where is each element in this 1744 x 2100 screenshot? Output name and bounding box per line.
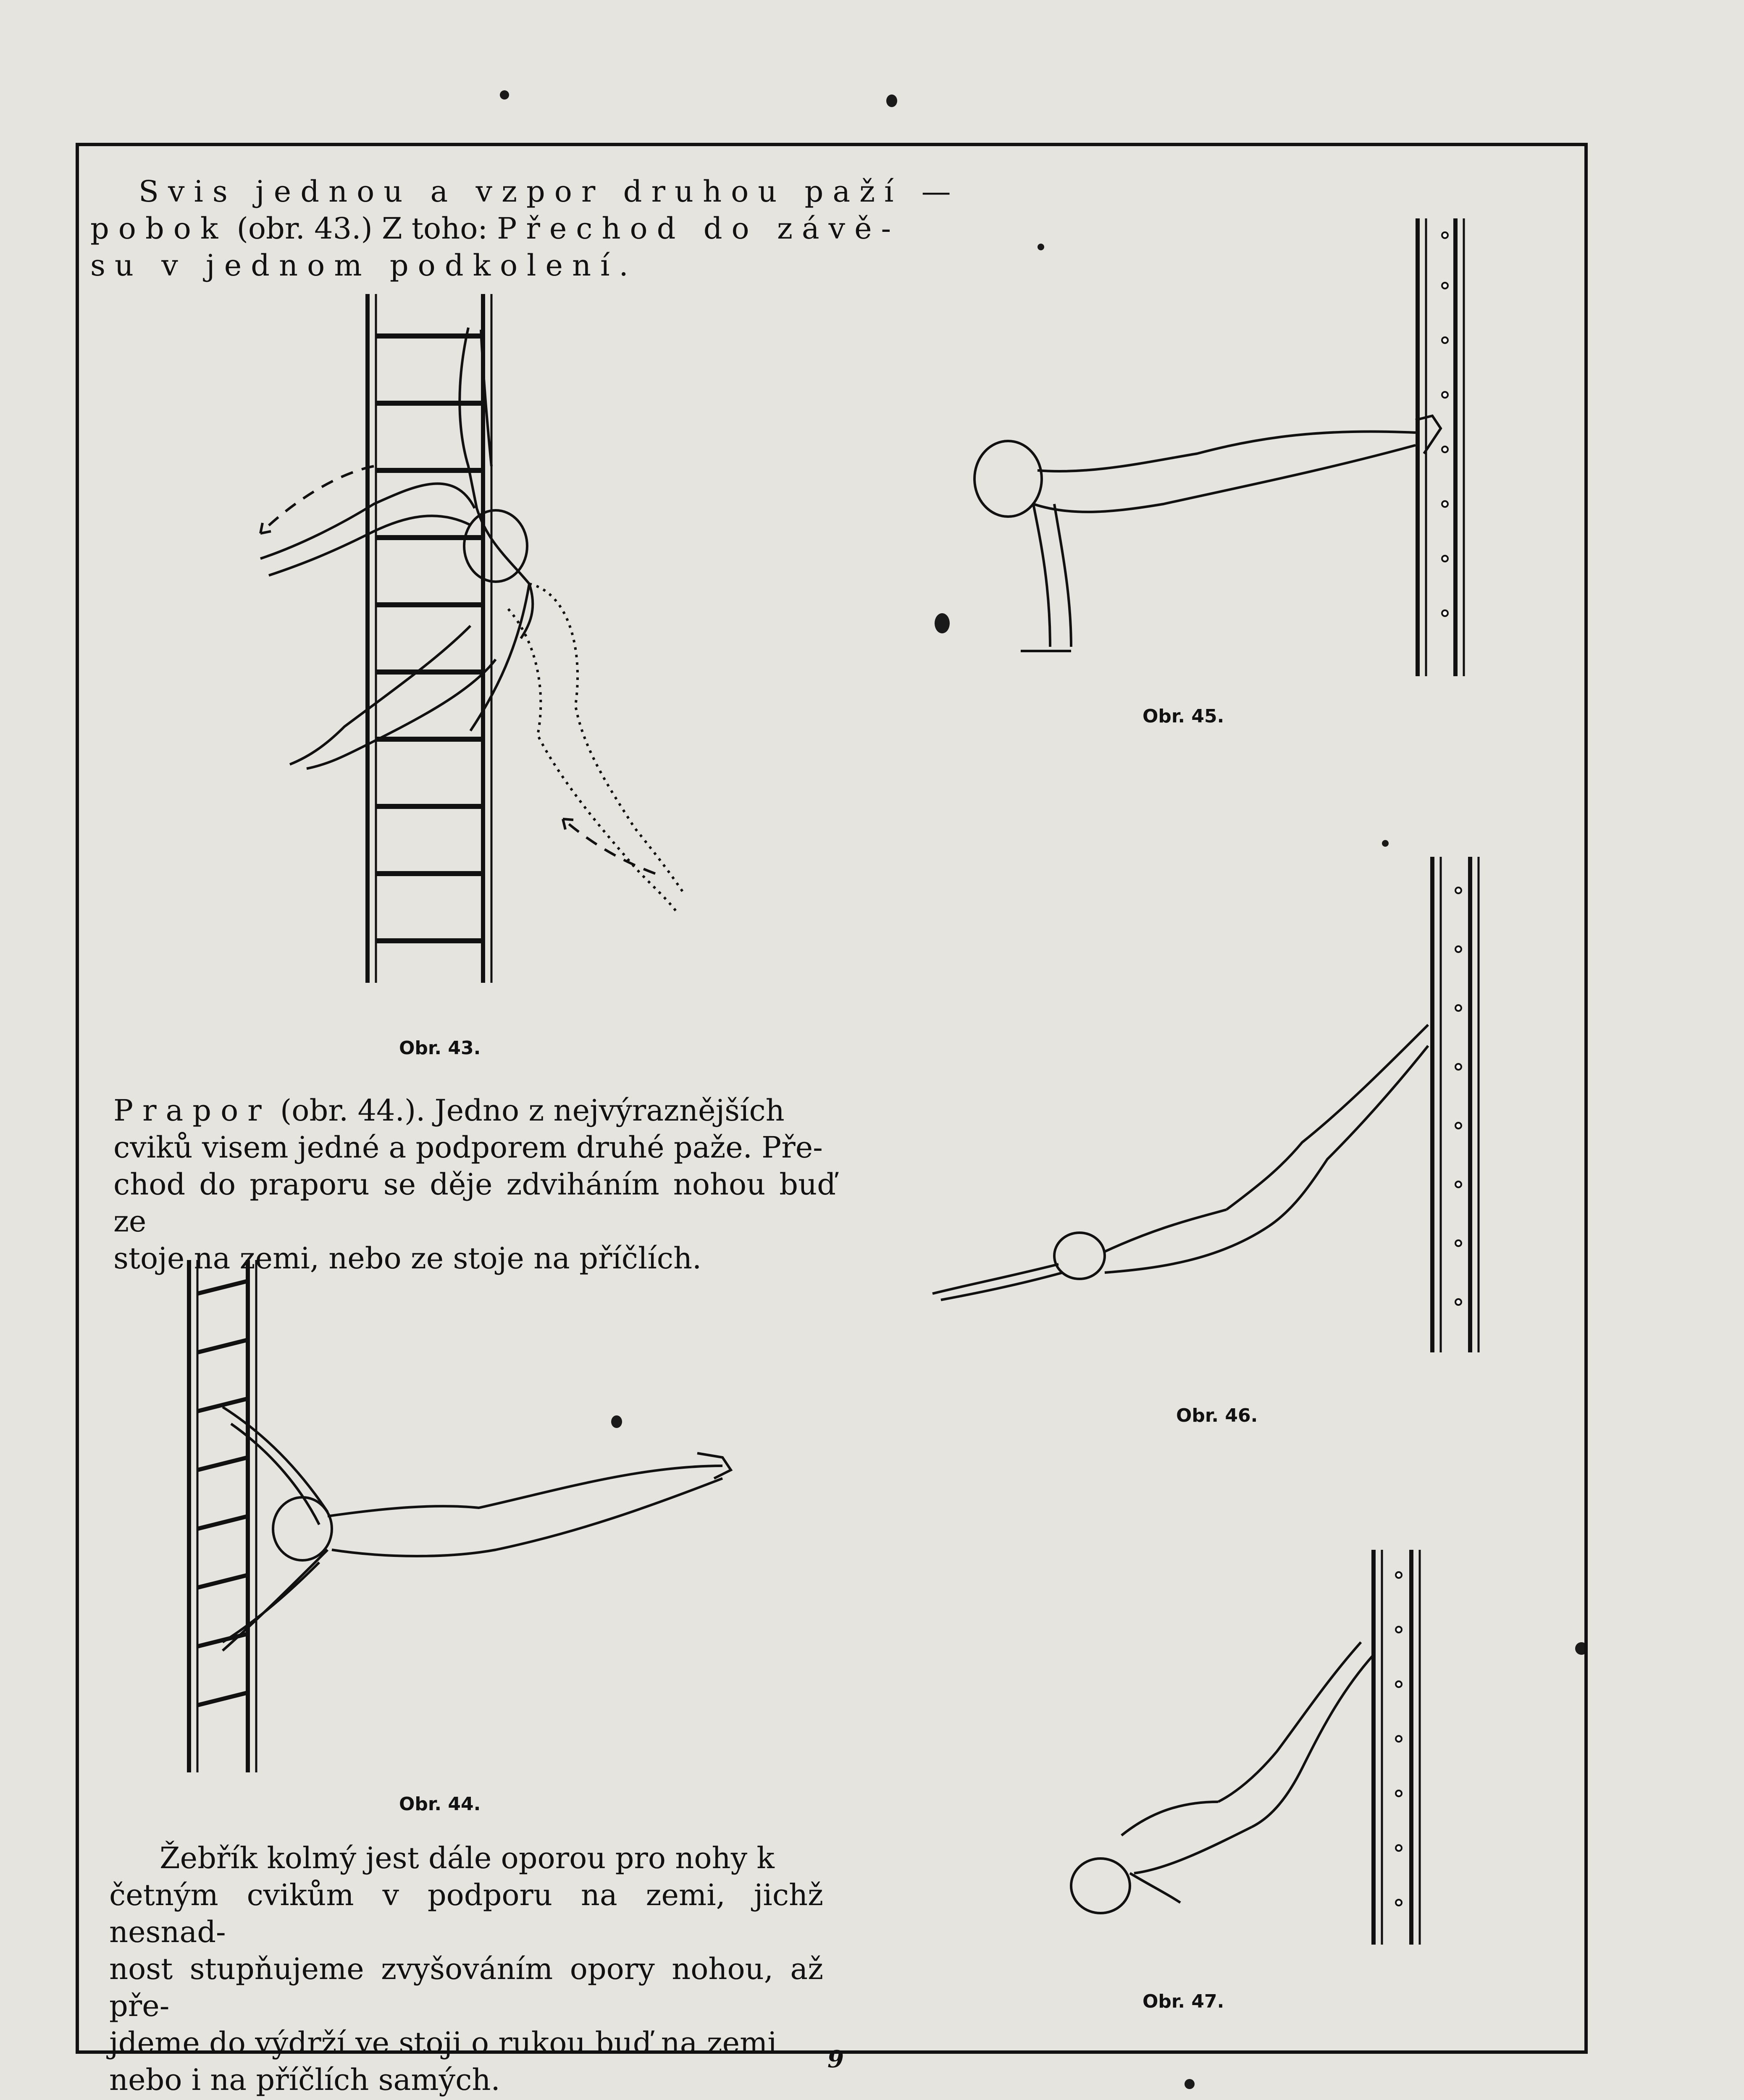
section-2-paragraph [113,1092,836,1277]
section-3-line-5: nebo i na příčlích samých. [109,2063,500,2097]
figure-44-illustration [176,1256,748,1785]
section-3-paragraph [109,1840,823,2098]
section-1-reference: (obr. 43.) Z toho: [236,211,488,246]
figure-43-illustration [235,290,706,1037]
figure-45-caption: Obr. 45. [1143,706,1224,727]
paper-speck [1185,2079,1195,2089]
figure-43-caption: Obr. 43. [399,1037,481,1059]
figure-46-illustration [924,848,1495,1394]
section-2-line-1: (obr. 44.). Jedno z nejvýraznějších [280,1093,785,1128]
section-3-line-3: nost stupňujeme zvyšováním opory nohou, až pře- [109,1952,823,2023]
section-1-line-3: su v jednom podkolení. [90,248,638,283]
section-2-line-2: cviků visem jedné a podporem druhé paže. Pře- [113,1130,823,1165]
page-number: 9 [827,2045,844,2073]
figure-45-illustration [945,210,1474,680]
section-2-line-3: chod do praporu se děje zdviháním nohou buď ze [113,1167,836,1239]
section-3-line-4: jdeme do výdrží ve stoji o rukou buď na zemi [109,2026,777,2060]
figure-46-caption: Obr. 46. [1176,1405,1258,1426]
figure-47-caption: Obr. 47. [1143,1991,1224,2012]
section-3-line-1: Žebřík kolmý jest dále oporou pro nohy k [160,1841,775,1875]
section-1-keyword-pobok: pobok [90,211,228,246]
figure-44-caption: Obr. 44. [399,1793,481,1815]
section-1-keyword-prechod: Přechod do závě- [497,211,901,246]
section-1-line-1: Svis jednou a vzpor druhou paží — [139,174,960,209]
section-2-line-4: stoje na zemi, nebo ze stoje na příčlích. [113,1241,702,1276]
section-2-title: Prapor [113,1093,271,1128]
paper-speck [886,94,897,107]
paper-speck [500,90,509,100]
section-3-line-2: četným cvikům v podporu na zemi, jichž nesnad- [109,1878,823,1949]
section-1-line-2 [90,211,900,246]
figure-47-illustration [983,1541,1445,1987]
